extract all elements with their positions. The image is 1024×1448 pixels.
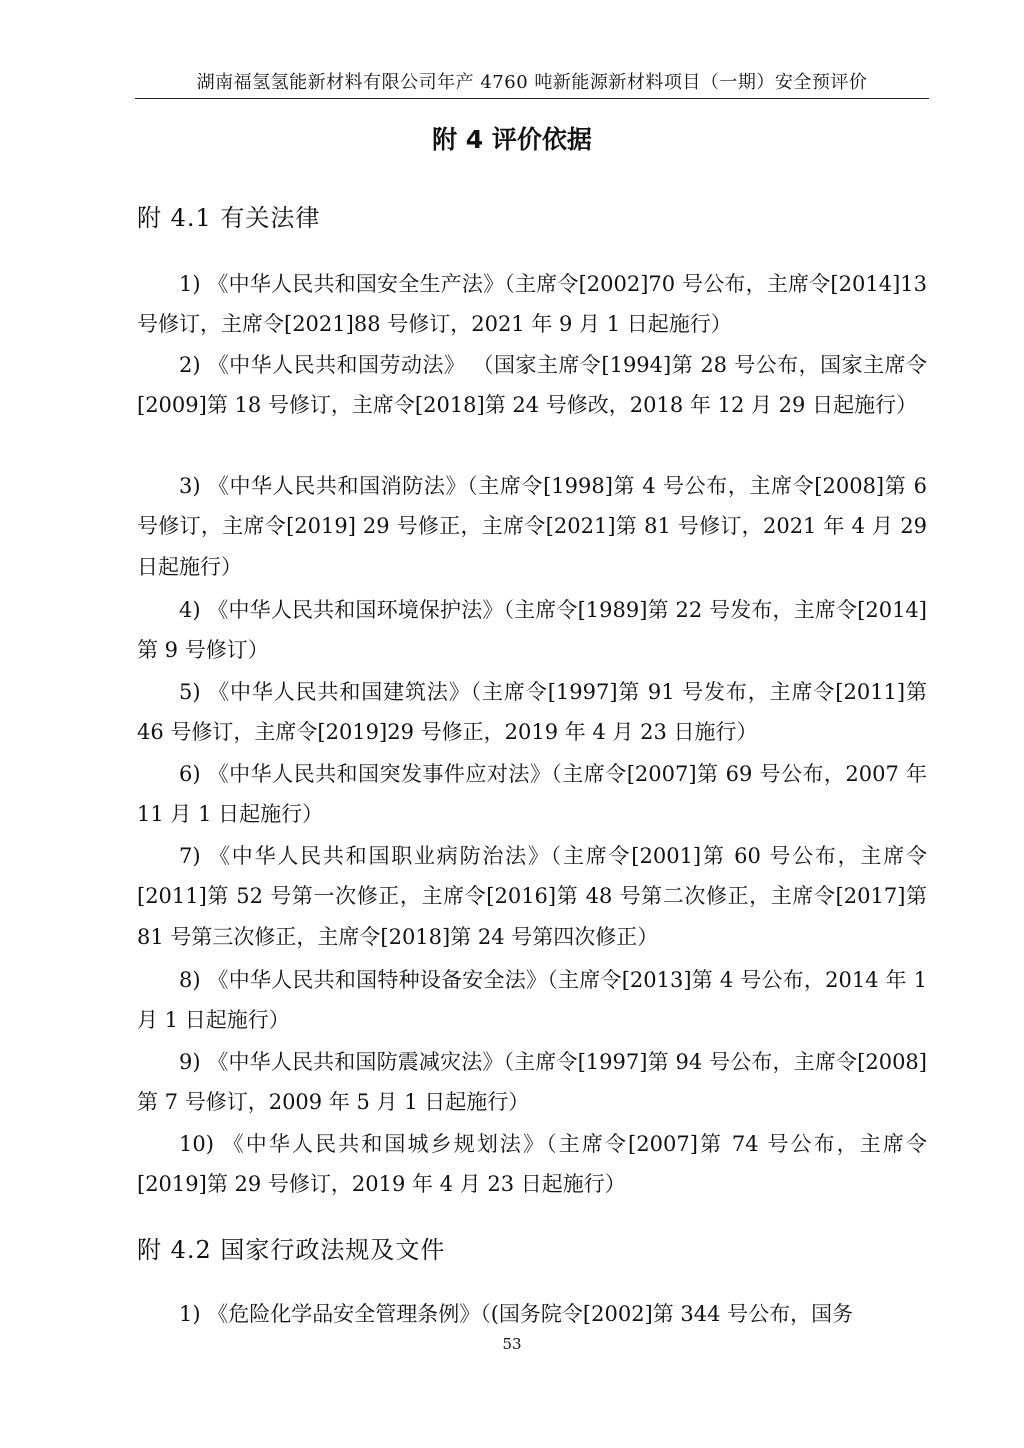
list-item: 10) 《中华人民共和国城乡规划法》（主席令[2007]第 74 号公布，主席令[2019]第 29 号修订，2019 年 4 月 23 日起施行） xyxy=(137,1132,927,1197)
list-item: 9) 《中华人民共和国防震减灾法》（主席令[1997]第 94 号公布，主席令[2008]第 7 号修订，2009 年 5 月 1 日起施行） xyxy=(137,1050,927,1115)
page-title: 附 4 评价依据 xyxy=(432,125,592,154)
header-rule xyxy=(135,98,929,99)
list-item: 5) 《中华人民共和国建筑法》（主席令[1997]第 91 号发布，主席令[2011]第 46 号修订，主席令[2019]29 号修正，2019 年 4 月 23 日施行） xyxy=(137,680,927,745)
list-item: 2) 《中华人民共和国劳动法》 （国家主席令[1994]第 28 号公布，国家主席令[2009]第 18 号修订，主席令[2018]第 24 号修改，2018 年 12 月 29 日起施行） xyxy=(137,353,927,418)
running-header: 湖南福氢氢能新材料有限公司年产 4760 吨新能源新材料项目（一期）安全预评价 xyxy=(196,72,868,93)
list-item: 3) 《中华人民共和国消防法》（主席令[1998]第 4 号公布，主席令[2008]第 6 号修订，主席令[2019] 29 号修正，主席令[2021]第 81 号修订，2021 年 4 月 29 日起施行） xyxy=(137,474,927,579)
section-heading-laws: 附 4.1 有关法律 xyxy=(137,204,321,232)
list-item: 1) 《中华人民共和国安全生产法》（主席令[2002]70 号公布，主席令[2014]13 号修订，主席令[2021]88 号修订，2021 年 9 月 1 日起施行） xyxy=(137,272,927,337)
list-item: 1) 《危险化学品安全管理条例》（(国务院令[2002]第 344 号公布，国务 xyxy=(179,1302,854,1326)
list-item: 6) 《中华人民共和国突发事件应对法》（主席令[2007]第 69 号公布，2007 年 11 月 1 日起施行） xyxy=(137,762,927,827)
list-item: 4) 《中华人民共和国环境保护法》（主席令[1989]第 22 号发布，主席令[2014]第 9 号修订） xyxy=(137,598,927,663)
list-item: 7) 《中华人民共和国职业病防治法》（主席令[2001]第 60 号公布，主席令[2011]第 52 号第一次修正，主席令[2016]第 48 号第二次修正，主席令[2017]第 81 号第三次修正，主席令[2018]第 24 号第四次修正） xyxy=(137,844,927,949)
page-number: 53 xyxy=(502,1335,522,1353)
list-item: 8) 《中华人民共和国特种设备安全法》（主席令[2013]第 4 号公布，2014 年 1 月 1 日起施行） xyxy=(137,968,927,1033)
section-heading-regulations: 附 4.2 国家行政法规及文件 xyxy=(137,1236,446,1264)
